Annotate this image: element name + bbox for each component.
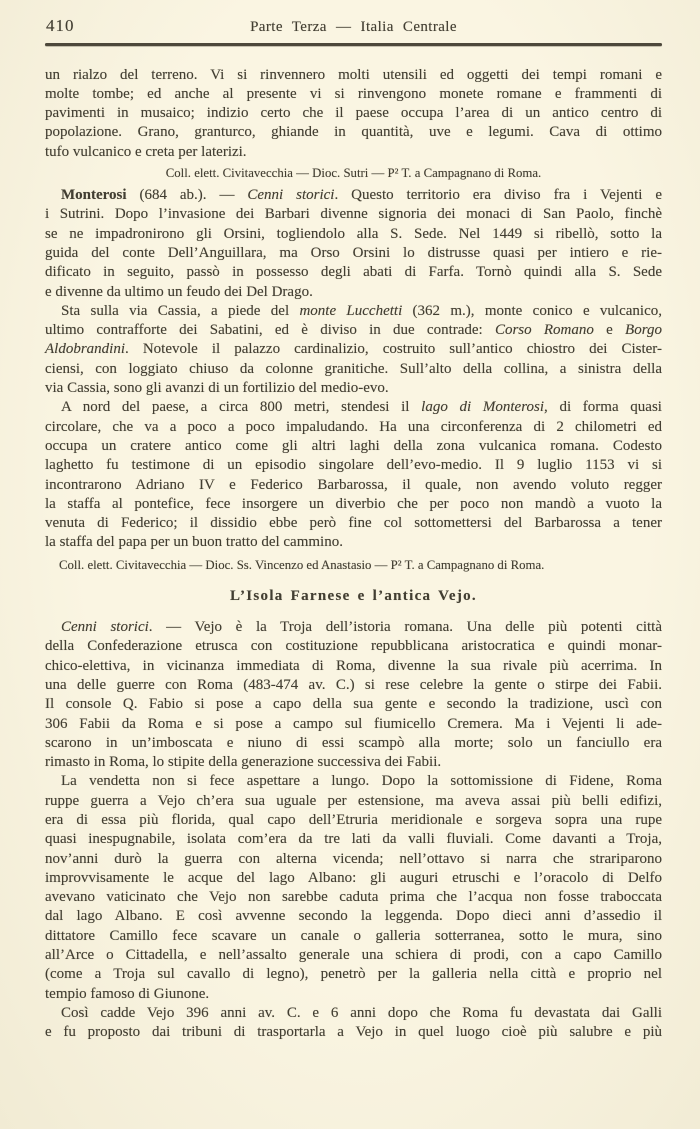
- text-line: quasi inespugnabile, isolata com’era da tre lati da valli fluviali. Come davanti a Troja,: [45, 831, 662, 848]
- italic-text: lago di Monterosi: [421, 399, 544, 416]
- text-line: la staffa del papa per un buon tratto del cammino.: [45, 534, 343, 551]
- text-line: dificato in seguito, passò in possesso degli abati di Farfa. Tornò quindi alla S. Sede: [45, 264, 662, 281]
- text-line: La vendetta non si fece aspettare a lungo. Dopo la sottomissione di Fidene, Roma: [61, 773, 662, 790]
- paragraph: [45, 398, 662, 552]
- italic-text: Cenni storici: [61, 619, 149, 636]
- text-line: e divenne da ultimo un feudo dei Del Drago.: [45, 283, 313, 300]
- page-body: [45, 66, 662, 1043]
- text-line: pavimenti in musaico; indizio certo che il paese occupa l’area di un antico centro di: [45, 105, 662, 122]
- text-line: rimasto in Roma, lo stipite della generazione successiva dei Fabii.: [45, 754, 442, 771]
- italic-text: Corso Romano: [494, 322, 594, 339]
- paragraph: [45, 186, 662, 302]
- text-line: (come a Troja sul cavallo di legno), penetrò per la galleria nella città e proprio nel: [45, 966, 662, 983]
- text-line: della Confederazione etrusca con costituzione repubblicana aristocratica e quindi monar-: [45, 638, 662, 655]
- text-line: laghetto fu testimone di un episodio singolare dell’evo-medio. Il 9 luglio 1153 vi si: [45, 457, 662, 474]
- paragraph: [45, 772, 662, 1004]
- text-line: improvvisamente le acque del lago Albano: gli auguri etruschi e l’oracolo di Delfo: [45, 869, 662, 886]
- text-line: e fu proposto dai tribuni di trasportarla a Vejo in quel luogo cioè più salubre e più: [45, 1024, 662, 1041]
- text-line: una delle guerre con Roma (483-474 av. C.) si rese celebre la gente o stirpe dei Fabii.: [45, 676, 662, 693]
- header-rule: [45, 43, 662, 46]
- text-line: chico-elettiva, in vicinanza immediata di Roma, divenne la sua rivale più acerrima. In: [45, 657, 662, 674]
- text-line: tempio famoso di Giunone.: [45, 985, 210, 1002]
- plain-text: A nord del paese, a circa 800 metri, stendesi il: [61, 399, 422, 416]
- text-line: all’Arce o Cittadella, e nell’assalto generale una schiera di prodi, con a capo Camillo: [45, 947, 662, 964]
- text-line: venuta di Federico; il dissidio ebbe però fine col sottomettersi del Barbarossa a tener: [45, 515, 662, 532]
- plain-text: . Questo territorio era diviso fra i Vejenti e: [334, 187, 663, 204]
- section-heading: L’Isola Farnese e l’antica Vejo.: [230, 587, 477, 604]
- plain-text: e: [593, 322, 626, 339]
- text-line: nov’anni durò la guerra con alterna vicenda; nell’ottavo si narra che strariparono: [45, 850, 662, 867]
- text-line: [45, 340, 662, 359]
- text-line: [45, 186, 662, 205]
- text-line: [45, 302, 662, 321]
- italic-text: Cenni storici: [247, 187, 335, 204]
- running-title: Parte Terza — Italia Centrale: [250, 19, 457, 35]
- text-line: 306 Fabii da Roma e si pose a campo sul fiumicello Cremera. Ma i Vejenti li ade-: [45, 715, 662, 732]
- text-line: ciensi, con loggiato chiuso da colonne granitiche. Sull’alto della collina, a sinistra della: [45, 360, 662, 377]
- text-line: guida del conte Dell’Anguillara, ma Orso Orsini lo distrusse quasi per intiero e rie-: [45, 244, 662, 261]
- italic-text: monte Lucchetti: [299, 302, 403, 319]
- text-line: dittatore Camillo fece scavare un canale o galleria sotterranea, sotto le mura, sino: [45, 927, 662, 944]
- italic-text: Borgo: [625, 322, 662, 339]
- text-line: se ne impadronirono gli Orsini, togliendolo alla S. Sede. Nel 1449 si ribellò, sotto la: [45, 225, 662, 242]
- text-line: i Sutrini. Dopo l’invasione dei Barbari divenne signoria dei monaci di San Paolo, finchè: [45, 206, 662, 223]
- paragraph: [45, 66, 662, 162]
- text-line: incontrarono Adriano IV e Federico Barbarossa, il quale, non avendo voluto regger: [45, 476, 662, 493]
- paragraph: [45, 618, 662, 772]
- text-line: scarono in un’imboscata e niuno di essi scampò alla morte; solo un fanciullo era: [45, 734, 662, 751]
- plain-text: Sta sulla via Cassia, a piede del: [61, 302, 300, 319]
- text-line: [45, 398, 662, 417]
- running-header: [45, 14, 662, 40]
- text-line: popolazione. Grano, granturco, ghiande in quantità, uve e legumi. Cava di ottimo: [45, 124, 662, 141]
- text-line: avevano vaticinato che Vejo non sarebbe caduta prima che l’acqua non fosse traboccata: [45, 889, 662, 906]
- plain-text: (362 m.), monte conico e vulcanico,: [402, 302, 662, 319]
- plain-text: (684 ab.). —: [126, 187, 248, 204]
- plain-text: . — Vejo è la Troja dell’istoria romana. Una delle più potenti città: [148, 619, 662, 636]
- page-number: 410: [46, 16, 75, 35]
- text-line: circolare, che va a poco a poco impaludando. Ha una circonferenza di 2 chilometri ed: [45, 418, 662, 435]
- plain-text: , di forma quasi: [544, 399, 662, 416]
- italic-text: Aldobrandini: [45, 341, 126, 358]
- text-line: dal lago Albano. E così avvenne secondo la leggenda. Dopo dieci anni d’assedio il: [45, 908, 662, 925]
- paragraph: [45, 1004, 662, 1043]
- plain-text: . Notevole il palazzo cardinalizio, costruito sull’antico chiostro dei Cister-: [125, 341, 662, 358]
- bold-text: Monterosi: [61, 187, 127, 204]
- electoral-note: Coll. elett. Civitavecchia — Dioc. Ss. Vincenzo ed Anastasio — P² T. a Campagnano di Roma.: [59, 557, 545, 572]
- text-line: Il console Q. Fabio si pose a capo della sua gente e secondo la tradizione, uscì con: [45, 696, 662, 713]
- text-line: molte tombe; ed anche al presente vi si rinvengono monete romane e frammenti di: [45, 85, 662, 102]
- text-line: [45, 321, 662, 340]
- plain-text: ultimo contrafforte dei Sabatini, ed è diviso in due contrade:: [45, 322, 495, 339]
- text-line: occupa un cratere antico come gli altri laghi della zona vulcanica romana. Codesto: [45, 437, 662, 454]
- text-line: la staffa al pontefice, fece insorgere un diverbio che per poco non mandò a vuoto la: [45, 495, 662, 512]
- text-line: via Cassia, sono gli avanzi di un fortilizio del medio-evo.: [45, 380, 389, 397]
- paragraph: [45, 302, 662, 398]
- text-line: ruppe guerra a Vejo ch’era sua uguale per estensione, ma aveva assai più belli edifizi,: [45, 792, 662, 809]
- electoral-note: Coll. elett. Civitavecchia — Dioc. Sutri — P² T. a Campagnano di Roma.: [165, 166, 542, 181]
- text-line: un rialzo del terreno. Vi si rinvennero molti utensili ed oggetti dei tempi romani e: [45, 66, 662, 83]
- text-line: tufo vulcanico e creta per laterizi.: [45, 143, 247, 160]
- text-line: Così cadde Vejo 396 anni av. C. e 6 anni dopo che Roma fu devastata dai Galli: [61, 1004, 662, 1021]
- text-line: [45, 618, 662, 637]
- text-line: era di essa più florida, qual capo dell’Etruria meridionale e sorgeva sopra una rupe: [45, 811, 662, 828]
